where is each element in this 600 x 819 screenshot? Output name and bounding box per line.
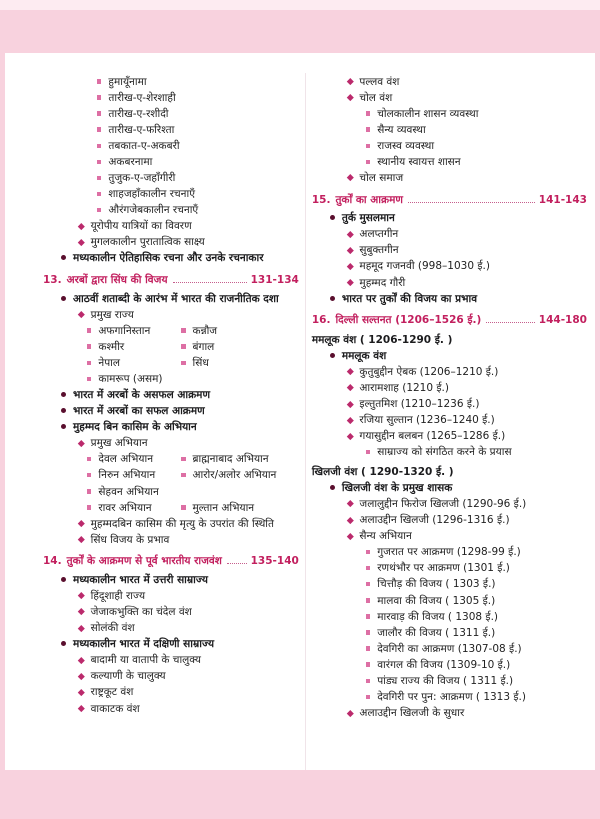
toc-item-label: अलाउद्दीन खिलजी के सुधार <box>359 707 465 720</box>
section-title: तुर्कों के आक्रमण से पूर्व भारतीय राजवंश <box>66 555 222 568</box>
bullet-square-icon <box>181 361 185 365</box>
bullet-square-icon <box>366 111 370 115</box>
toc-section-heading <box>43 274 299 288</box>
toc-item-level2 <box>43 589 299 603</box>
bullet-diamond-icon <box>347 517 353 523</box>
bullet-square-icon <box>181 505 185 509</box>
toc-item-label: मुगलकालीन पुरातात्विक साक्ष्य <box>90 236 205 249</box>
section-number: 16. <box>311 314 331 327</box>
toc-item-level3 <box>43 171 299 185</box>
toc-item-level1 <box>43 637 299 651</box>
dotted-leader <box>173 282 247 283</box>
bullet-diamond-icon <box>78 608 84 614</box>
toc-item-label: कन्नौज <box>192 324 218 337</box>
toc-item-label: देवगिरी का आक्रमण (1307-08 ई.) <box>377 642 522 655</box>
toc-item-level3 <box>43 468 181 482</box>
bullet-square-icon <box>366 160 370 164</box>
bullet-diamond-icon <box>347 263 353 269</box>
toc-item-level3 <box>43 75 299 89</box>
bullet-diamond-icon <box>78 673 84 679</box>
section-title: अरबों द्वारा सिंध की विजय <box>66 273 168 286</box>
toc-item-level1 <box>43 388 299 402</box>
toc-item-label: बादामी या वातापी के चालुक्य <box>90 654 201 667</box>
toc-item-label: आरोर/अलोर अभियान <box>192 469 277 482</box>
bullet-diamond-icon <box>78 223 84 229</box>
toc-item-label: नेपाल <box>98 356 121 369</box>
bullet-diamond-icon <box>78 520 84 526</box>
toc-item-label: महमूद गजनवी (998–1030 ई.) <box>359 260 490 273</box>
bullet-square-icon <box>366 662 370 666</box>
section-number: 15. <box>311 193 331 206</box>
toc-item-label: रणथंभौर पर आक्रमण (1301 ई.) <box>377 562 510 575</box>
toc-item-label: मालवा की विजय ( 1305 ई.) <box>377 594 496 607</box>
toc-item-level3 <box>43 203 299 217</box>
toc-item-level2 <box>312 429 587 443</box>
toc-item-label: स्थानीय स्वायत्त शासन <box>377 155 461 168</box>
toc-item-level3 <box>43 123 299 137</box>
bullet-square-icon <box>366 582 370 586</box>
toc-item-level3 <box>312 123 587 137</box>
toc-item-label: सेहवन अभियान <box>98 485 159 498</box>
bullet-diamond-icon <box>78 592 84 598</box>
bullet-square-icon <box>97 111 101 115</box>
toc-item-level1 <box>312 349 587 363</box>
bullet-square-icon <box>366 646 370 650</box>
bullet-square-icon <box>181 344 185 348</box>
toc-item-label: खिलजी वंश के प्रमुख शासक <box>341 482 453 494</box>
bullet-circle-icon <box>61 408 66 413</box>
bullet-diamond-icon <box>78 625 84 631</box>
toc-item-level2 <box>43 621 299 635</box>
toc-item-level3 <box>312 445 587 459</box>
toc-item-label: मारवाड़ की विजय ( 1308 ई.) <box>377 610 499 623</box>
page-range: 131-134 <box>250 273 299 286</box>
toc-item-level2 <box>43 702 299 716</box>
toc-item-level3 <box>312 561 587 575</box>
toc-item-label: सिंध विजय के प्रभाव <box>90 533 170 546</box>
bullet-square-icon <box>97 95 101 99</box>
toc-item-level3 <box>312 107 587 121</box>
toc-item-level2 <box>43 235 299 249</box>
toc-item-label: जलालुद्दीन फिरोज खिलजी (1290-96 ई.) <box>359 498 527 511</box>
bullet-circle-icon <box>61 641 66 646</box>
toc-item-level3 <box>43 139 299 153</box>
bullet-circle-icon <box>61 255 66 260</box>
bullet-diamond-icon <box>78 705 84 711</box>
toc-item-level2 <box>312 276 587 290</box>
toc-item-level2 <box>312 381 587 395</box>
toc-item-label: इल्तुतमिश (1210–1236 ई.) <box>359 398 480 411</box>
bullet-diamond-icon <box>347 279 353 285</box>
page-range: 141-143 <box>538 193 587 206</box>
toc-item-label: सैन्य व्यवस्था <box>377 123 426 136</box>
bullet-square-icon <box>366 679 370 683</box>
bullet-square-icon <box>87 505 91 509</box>
bullet-square-icon <box>87 377 91 381</box>
toc-item-label: प्रमुख राज्य <box>90 308 134 321</box>
bullet-square-icon <box>366 144 370 148</box>
bullet-diamond-icon <box>347 384 353 390</box>
toc-item-label: बंगाल <box>192 340 215 353</box>
bullet-square-icon <box>87 361 91 365</box>
toc-item-level3 <box>181 452 299 466</box>
toc-item-level2 <box>312 259 587 273</box>
toc-item-label: सिंध <box>192 356 209 369</box>
toc-item-level2 <box>312 397 587 411</box>
toc-item-label: मुहम्मद बिन कासिम के अभियान <box>73 421 197 434</box>
bullet-diamond-icon <box>347 247 353 253</box>
toc-item-label: गुजरात पर आक्रमण (1298-99 ई.) <box>377 546 521 559</box>
toc-item-label: कामरूप (असम) <box>98 372 163 385</box>
section-number: 14. <box>43 555 62 568</box>
toc-item-label: रजिया सुल्तान (1236–1240 ई.) <box>359 414 495 427</box>
toc-item-level3 <box>312 139 587 153</box>
toc-item-level3 <box>312 658 587 672</box>
toc-item-label: तारीख-ए-रशीदी <box>108 107 169 120</box>
toc-item-level2 <box>312 75 587 89</box>
toc-item-level2 <box>312 529 587 543</box>
toc-item-level2 <box>43 685 299 699</box>
bullet-circle-icon <box>330 296 335 301</box>
toc-item-level2 <box>312 227 587 241</box>
toc-item-level3 <box>312 610 587 624</box>
bullet-square-icon <box>181 473 185 477</box>
toc-item-label: तुर्क मुसलमान <box>341 212 395 225</box>
toc-item-label: अलाउद्दीन खिलजी (1296-1316 ई.) <box>359 514 510 527</box>
section-title: तुर्कों का आक्रमण <box>335 193 403 206</box>
toc-item-level3 <box>181 356 299 370</box>
bullet-square-icon <box>87 489 91 493</box>
bullet-diamond-icon <box>78 536 84 542</box>
bullet-diamond-icon <box>347 94 353 100</box>
toc-item-label: मुहम्मदबिन कासिम की मृत्यु के उपरांत की स्थिति <box>90 517 274 530</box>
toc-item-label: चोलकालीन शासन व्यवस्था <box>377 107 479 120</box>
toc-item-label: तुजुक-ए-जहाँगीरी <box>108 172 176 185</box>
toc-item-level3 <box>181 324 299 338</box>
toc-column-right <box>306 73 587 770</box>
toc-two-column-row <box>43 452 299 466</box>
toc-item-label: राजस्व व्यवस्था <box>377 139 435 152</box>
bullet-circle-icon <box>330 485 335 490</box>
toc-item-level2 <box>312 365 587 379</box>
toc-subheading: खिलजी वंश ( 1290-1320 ई. ) <box>311 465 454 478</box>
toc-item-level3 <box>312 577 587 591</box>
toc-item-label: शाहजहाँकालीन रचनाएँ <box>108 188 196 201</box>
toc-item-label: आठवीं शताब्दी के आरंभ में भारत की राजनीतिक दशा <box>73 292 279 305</box>
bullet-diamond-icon <box>347 401 353 407</box>
bullet-circle-icon <box>330 353 335 358</box>
toc-item-label: कुतुबुद्दीन ऐबक (1206–1210 ई.) <box>359 365 499 378</box>
toc-item-level3 <box>43 91 299 105</box>
bullet-diamond-icon <box>347 175 353 181</box>
toc-item-level3 <box>43 324 181 338</box>
toc-item-level2 <box>312 413 587 427</box>
toc-item-label: सैन्य अभियान <box>359 530 412 543</box>
bullet-diamond-icon <box>347 231 353 237</box>
toc-item-label: मुल्तान अभियान <box>192 501 255 514</box>
toc-item-label: देवल अभियान <box>98 453 154 466</box>
bullet-diamond-icon <box>347 433 353 439</box>
toc-item-label: चोल समाज <box>359 172 404 185</box>
toc-item-level3 <box>181 501 299 515</box>
toc-item-label: जेजाकभुक्ति का चंदेल वंश <box>90 606 192 619</box>
toc-item-label: मध्यकालीन ऐतिहासिक रचना और उनके रचनाकार <box>73 252 264 265</box>
toc-item-level3 <box>43 340 181 354</box>
toc-section-heading <box>312 194 587 208</box>
toc-item-label: निरुन अभियान <box>98 469 156 482</box>
toc-item-level3 <box>312 545 587 559</box>
toc-item-label: मध्यकालीन भारत में उत्तरी साम्राज्य <box>73 573 208 586</box>
toc-item-label: मध्यकालीन भारत में दक्षिणी साम्राज्य <box>73 638 215 651</box>
bullet-square-icon <box>366 550 370 554</box>
toc-item-level3 <box>181 468 299 482</box>
toc-item-level2 <box>43 605 299 619</box>
toc-item-level3 <box>43 356 181 370</box>
toc-item-level2 <box>312 497 587 511</box>
bullet-square-icon <box>87 457 91 461</box>
bullet-diamond-icon <box>78 657 84 663</box>
toc-item-label: वारंगल की विजय (1309-10 ई.) <box>377 658 511 671</box>
toc-item-label: सोलंकी वंश <box>90 622 135 635</box>
toc-item-level2 <box>43 308 299 322</box>
toc-item-level3 <box>43 187 299 201</box>
toc-item-label: सुबुक्तगीन <box>359 244 399 257</box>
bullet-square-icon <box>366 614 370 618</box>
toc-item-label: प्रमुख अभियान <box>90 437 148 450</box>
bullet-square-icon <box>97 79 101 83</box>
toc-item-level2 <box>312 706 587 720</box>
toc-item-level2 <box>312 243 587 257</box>
bullet-square-icon <box>97 192 101 196</box>
toc-item-label: आरामशाह (1210 ई.) <box>359 382 449 395</box>
toc-item-level1 <box>43 404 299 418</box>
toc-item-label: कश्मीर <box>98 340 125 353</box>
toc-item-label: ममलूक वंश <box>341 349 387 362</box>
toc-item-label: गयासुद्दीन बलबन (1265–1286 ई.) <box>359 430 506 443</box>
bullet-diamond-icon <box>347 533 353 539</box>
bullet-diamond-icon <box>347 368 353 374</box>
toc-item-label: वाकाटक वंश <box>90 702 140 715</box>
bullet-diamond-icon <box>78 440 84 446</box>
bullet-square-icon <box>366 127 370 131</box>
toc-item-label: साम्राज्य को संगठित करने के प्रयास <box>377 446 512 459</box>
page-top-margin-strip <box>0 0 600 10</box>
bullet-circle-icon <box>330 215 335 220</box>
toc-item-label: अकबरनामा <box>108 155 153 168</box>
toc-item-level3 <box>43 107 299 121</box>
bullet-diamond-icon <box>78 689 84 695</box>
toc-item-level3 <box>43 155 299 169</box>
toc-item-level3 <box>43 372 181 386</box>
toc-item-label: तारीख-ए-शेरशाही <box>108 91 176 104</box>
toc-item-label: अफगानिस्तान <box>98 324 151 337</box>
bullet-square-icon <box>366 450 370 454</box>
toc-item-level3 <box>312 594 587 608</box>
toc-item-level1 <box>312 292 587 306</box>
bullet-square-icon <box>87 344 91 348</box>
toc-item-label: अलप्तगीन <box>359 228 399 241</box>
bullet-square-icon <box>366 630 370 634</box>
toc-item-level3 <box>312 674 587 688</box>
bullet-square-icon <box>97 176 101 180</box>
toc-item-level3 <box>312 155 587 169</box>
bullet-square-icon <box>87 473 91 477</box>
toc-item-label: चित्तौड़ की विजय ( 1303 ई.) <box>377 578 496 591</box>
bullet-diamond-icon <box>347 417 353 423</box>
toc-item-label: भारत में अरबों के असफल आक्रमण <box>73 389 211 402</box>
toc-item-label: कल्याणी के चालुक्य <box>90 670 166 683</box>
toc-item-level3 <box>312 642 587 656</box>
toc-item-level2 <box>43 533 299 547</box>
toc-item-level3 <box>181 340 299 354</box>
bullet-square-icon <box>87 328 91 332</box>
bullet-circle-icon <box>61 296 66 301</box>
bullet-square-icon <box>366 695 370 699</box>
toc-item-label: भारत में अरबों का सफल आक्रमण <box>73 405 205 418</box>
dotted-leader <box>227 563 247 564</box>
toc-item-label: चोल वंश <box>359 91 393 104</box>
toc-item-label: पल्लव वंश <box>359 75 400 88</box>
toc-item-label: रावर अभियान <box>98 501 152 514</box>
toc-item-level3 <box>43 501 181 515</box>
toc-item-level2 <box>43 517 299 531</box>
toc-item-label: यूरोपीय यात्रियों का विवरण <box>90 220 192 233</box>
toc-item-level2 <box>312 91 587 105</box>
toc-item-label: तारीख-ए-फरिश्ता <box>108 123 175 136</box>
toc-item-level3 <box>312 626 587 640</box>
toc-item-label: भारत पर तुर्कों की विजय का प्रभाव <box>341 292 478 305</box>
toc-item-level3 <box>43 485 181 499</box>
toc-two-column-row <box>43 468 299 482</box>
toc-item-label: जालौर की विजय ( 1311 ई.) <box>377 626 496 639</box>
dotted-leader <box>486 322 534 323</box>
toc-item-level1 <box>43 251 299 265</box>
bullet-diamond-icon <box>347 78 353 84</box>
toc-section-heading <box>312 314 587 328</box>
bullet-circle-icon <box>61 577 66 582</box>
bullet-square-icon <box>97 127 101 131</box>
toc-item-level2 <box>312 171 587 185</box>
bullet-diamond-icon <box>78 239 84 245</box>
toc-item-level1 <box>43 420 299 434</box>
toc-two-column-row <box>43 356 299 370</box>
toc-item-label: राष्ट्रकूट वंश <box>90 686 134 699</box>
toc-section-heading <box>43 555 299 569</box>
toc-item-label: तबकात-ए-अकबरी <box>108 139 180 152</box>
bullet-square-icon <box>97 160 101 164</box>
toc-item-level2 <box>312 513 587 527</box>
toc-item-label: मुहम्मद गौरी <box>359 276 406 289</box>
bullet-square-icon <box>366 566 370 570</box>
toc-two-column-row <box>43 485 299 499</box>
toc-item-label: ब्राह्मनाबाद अभियान <box>192 453 269 466</box>
bullet-circle-icon <box>61 424 66 429</box>
bullet-square-icon <box>181 328 185 332</box>
toc-two-column-row <box>43 372 299 386</box>
toc-column-left <box>19 73 306 770</box>
bullet-circle-icon <box>61 392 66 397</box>
bullet-diamond-icon <box>347 501 353 507</box>
toc-subheading: ममलूक वंश ( 1206-1290 ई. ) <box>311 333 453 346</box>
toc-item-label: पांड्य राज्य की विजय ( 1311 ई.) <box>377 674 514 687</box>
toc-item-label: हिंदूशाही राज्य <box>90 589 146 602</box>
toc-item-label: देवगिरी पर पुन: आक्रमण ( 1313 ई.) <box>377 691 526 704</box>
bullet-square-icon <box>97 144 101 148</box>
toc-item-level2 <box>43 436 299 450</box>
bullet-square-icon <box>181 457 185 461</box>
toc-two-column-row <box>43 340 299 354</box>
toc-item-level2 <box>43 653 299 667</box>
toc-item-level2 <box>43 219 299 233</box>
toc-item-level3 <box>312 690 587 704</box>
toc-item-level2 <box>43 669 299 683</box>
toc-item-label: औरंगजेबकालीन रचनाएँ <box>108 204 199 217</box>
section-number: 13. <box>43 273 62 286</box>
section-title: दिल्ली सल्तनत (1206–1526 ई.) <box>335 314 482 327</box>
toc-two-column-row <box>43 324 299 338</box>
page-range: 135-140 <box>250 555 299 568</box>
toc-item-label: हुमायूँनामा <box>108 75 147 88</box>
toc-item-level1 <box>312 211 587 225</box>
bullet-square-icon <box>366 598 370 602</box>
bullet-diamond-icon <box>347 710 353 716</box>
page-range: 144-180 <box>538 314 587 327</box>
toc-page-panel <box>5 53 595 770</box>
toc-item-level1 <box>43 292 299 306</box>
toc-two-column-row <box>43 501 299 515</box>
toc-item-level1 <box>43 573 299 587</box>
toc-item-level1 <box>312 481 587 495</box>
dotted-leader <box>408 202 535 203</box>
toc-item-level3 <box>43 452 181 466</box>
bullet-square-icon <box>97 208 101 212</box>
bullet-diamond-icon <box>78 311 84 317</box>
